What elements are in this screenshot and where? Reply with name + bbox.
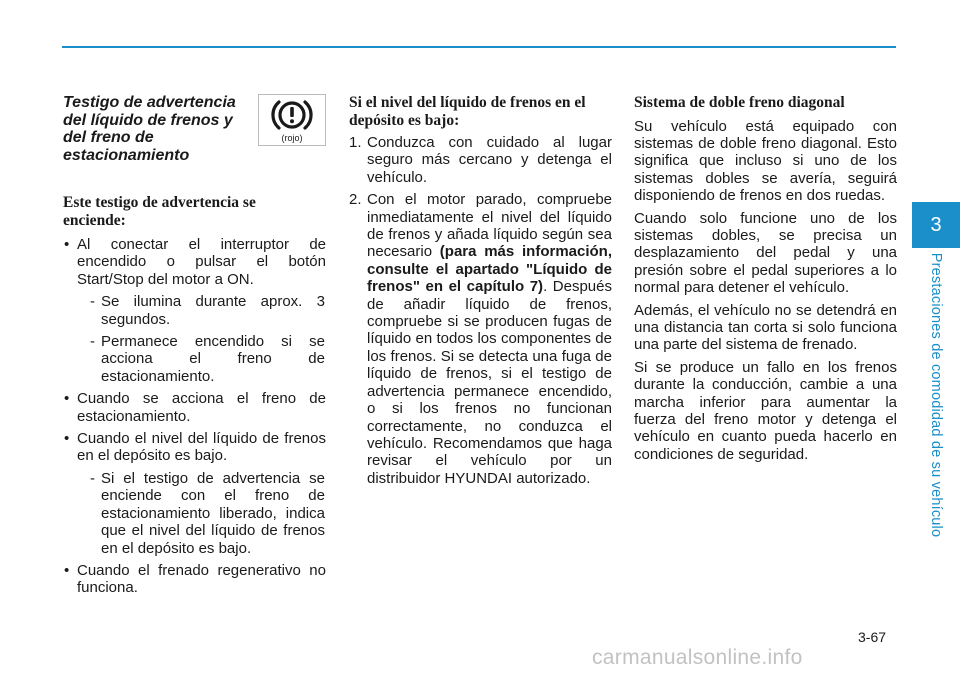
paragraph: Si se produce un fallo en los frenos durante la conducción, cambie a una marcha inferior para aumentar la fuerza del freno motor y detenga el vehículo en cuanto pueda hacerlo en condiciones de seguridad.: [634, 358, 897, 463]
paragraph: Cuando solo funcione uno de los sistemas dobles, se precisa un desplazamiento del pedal y una presión sobre el pedal superiores a lo normal para detener el vehículo.: [634, 209, 897, 297]
warning-title: Testigo de advertencia del líquido de frenos y del freno de estacionamiento: [63, 94, 236, 164]
list-item: - Permanece encendido si se acciona el freno de estacionamiento.: [77, 333, 326, 385]
list-item: 1. Conduzca con cuidado al lugar seguro más cercano y detenga el vehículo.: [349, 134, 612, 186]
chapter-tab: [912, 202, 960, 248]
list-item: • Cuando se acciona el freno de estacionamiento.: [63, 390, 326, 425]
column-1: [63, 94, 326, 602]
column-3: [634, 94, 897, 468]
section-heading: Si el nivel del líquido de frenos en el depósito es bajo:: [349, 94, 586, 129]
page-number: 3-67: [858, 629, 887, 645]
list-item: 2. Con el motor parado, compruebe inmediatamente el nivel del líquido de frenos y añada líquido según sea necesario (para más información, consulte el apartado "Líquido de frenos" en el capítulo 7). Después de añadir líquido de frenos, compruebe si se producen fugas de líquido en todos los componentes de los frenos. Si se detecta una fuga de líquido de frenos, si el testigo de advertencia permanece encendido, o si los frenos no funcionan correctamente, no conduzca el vehículo. Recomendamos que haga revisar el vehículo por un distribuidor HYUNDAI autorizado.: [349, 191, 612, 487]
column-2: [349, 94, 612, 492]
top-rule: [62, 46, 896, 48]
list-item: - Se ilumina durante aprox. 3 segundos.: [77, 293, 326, 328]
section-label: [921, 252, 951, 537]
section-heading: Sistema de doble freno diagonal: [634, 94, 845, 111]
numbered-list: [349, 134, 612, 487]
brake-warning-icon: [270, 98, 314, 132]
section-title: Prestaciones de comodidad de su vehículo: [928, 252, 945, 537]
warning-icon-box: [258, 94, 326, 146]
icon-caption: (rojo): [281, 132, 303, 143]
section-heading: Este testigo de advertencia se enciende:: [63, 194, 256, 229]
bullet-list: [63, 236, 326, 597]
list-item: • Cuando el nivel del líquido de frenos en el depósito es bajo. - Si el testigo de advertencia se enciende con el freno de estacionamiento liberado, indica que el nivel del líquido de frenos en el depósito es bajo.: [63, 430, 326, 557]
paragraph: Además, el vehículo no se detendrá en una distancia tan corta si solo funciona una parte del sistema de frenado.: [634, 301, 897, 354]
chapter-number: 3: [930, 213, 942, 236]
paragraph: Su vehículo está equipado con sistemas de doble freno diagonal. Esto significa que incluso si uno de los sistemas dobles se avería, seguirá disponiendo de frenos en dos ruedas.: [634, 117, 897, 205]
watermark: carmanualsonline.info: [592, 646, 803, 669]
list-item: - Si el testigo de advertencia se enciende con el freno de estacionamiento liberado, indica que el nivel del líquido de frenos en el depósito es bajo.: [77, 470, 326, 557]
sub-list: [77, 293, 326, 385]
list-item: • Al conectar el interruptor de encendido o pulsar el botón Start/Stop del motor a ON. - Se ilumina durante aprox. 3 segundos. - Permanece encendido si se acciona el freno de estacionamiento.: [63, 236, 326, 385]
cross-reference: (para más información, consulte el apartado "Líquido de frenos" en el capítulo 7): [367, 243, 612, 296]
sub-list: [77, 470, 326, 557]
list-item: • Cuando el frenado regenerativo no funciona.: [63, 562, 326, 597]
